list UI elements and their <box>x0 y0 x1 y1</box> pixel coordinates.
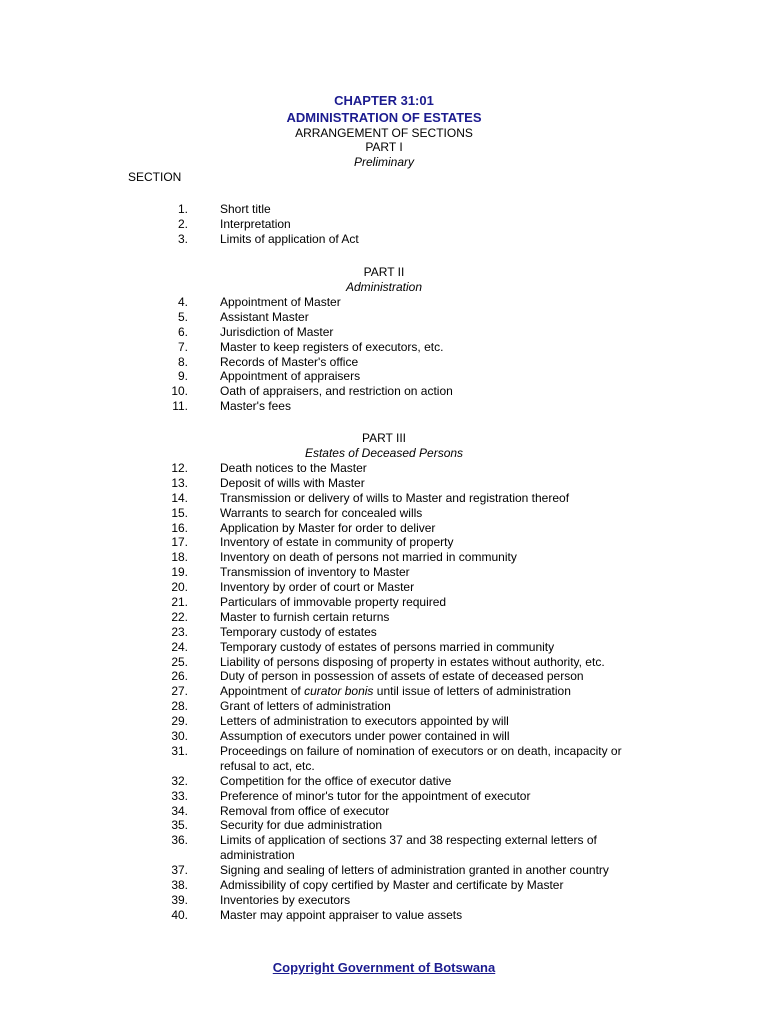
part-3-subtitle: Estates of Deceased Persons <box>304 446 464 460</box>
chapter-title: ADMINISTRATION OF ESTATES <box>286 110 482 125</box>
list-item: 18. Inventory on death of persons not married in community <box>171 550 517 565</box>
list-item: 23. Temporary custody of estates <box>171 624 377 639</box>
list-item: 8. Records of Master's office <box>177 354 359 369</box>
list-item: 20. Inventory by order of court or Master <box>171 580 415 595</box>
list-item: 25. Liability of persons disposing of property in estates without authority, etc. <box>171 654 605 669</box>
list-item: 14. Transmission or delivery of wills to Master and registration thereof <box>171 490 570 505</box>
list-item: 6. Jurisdiction of Master <box>177 324 334 339</box>
list-item: 5. Assistant Master <box>177 309 309 324</box>
part-2-list <box>0 295 768 414</box>
list-item: 12. Death notices to the Master <box>171 461 367 475</box>
list-item: 35. Security for due administration <box>171 818 383 833</box>
list-item: 24. Temporary custody of estates of persons married in community <box>171 639 555 654</box>
list-item: 27. Appointment of curator bonis until issue of letters of administration <box>171 684 571 699</box>
list-item: 34. Removal from office of executor <box>171 803 390 818</box>
list-item: 16. Application by Master for order to deliver <box>171 520 436 535</box>
chapter-number: CHAPTER 31:01 <box>334 93 434 108</box>
list-item: 17. Inventory of estate in community of property <box>171 535 454 550</box>
list-item: 19. Transmission of inventory to Master <box>171 565 410 580</box>
part-3-title: PART III <box>361 431 406 445</box>
list-item: 29. Letters of administration to executors appointed by will <box>171 714 509 729</box>
part-2-subtitle: Administration <box>345 280 423 294</box>
list-item: 32. Competition for the office of executor dative <box>171 773 452 788</box>
list-item: 15. Warrants to search for concealed wills <box>171 505 423 520</box>
list-item: 13. Deposit of wills with Master <box>171 475 365 490</box>
list-item: 37. Signing and sealing of letters of administration granted in another country <box>171 863 609 878</box>
part-1-list <box>0 202 768 247</box>
list-item: 2. Interpretation <box>177 216 291 231</box>
list-item: 38. Admissibility of copy certified by Master and certificate by Master <box>171 877 564 892</box>
list-item: 21. Particulars of immovable property required <box>171 595 447 610</box>
list-item: 10. Oath of appraisers, and restriction on action <box>171 384 453 399</box>
list-item: 39. Inventories by executors <box>171 892 351 907</box>
list-item: 7. Master to keep registers of executors, etc. <box>177 339 444 354</box>
part-1-title: PART I <box>365 140 403 154</box>
section-label: SECTION <box>128 170 182 184</box>
list-item: 22. Master to furnish certain returns <box>171 609 390 624</box>
copyright-link[interactable]: Copyright Government of Botswana <box>272 960 496 975</box>
arrangement-heading: ARRANGEMENT OF SECTIONS <box>295 126 473 140</box>
part-2-title: PART II <box>363 265 405 279</box>
list-item: 31. Proceedings on failure of nomination of executors or on death, incapacity or refusal to act, etc. <box>171 743 622 773</box>
list-item: 3. Limits of application of Act <box>177 231 359 246</box>
list-item: 36. Limits of application of sections 37 and 38 respecting external letters of administration <box>171 833 597 863</box>
part-1-subtitle: Preliminary <box>353 155 414 169</box>
list-item: 1. Short title <box>177 202 271 216</box>
part-3-list <box>0 461 768 923</box>
list-item: 40. Master may appoint appraiser to value assets <box>171 907 463 922</box>
list-item: 26. Duty of person in possession of assets of estate of deceased person <box>171 669 584 684</box>
list-item: 33. Preference of minor's tutor for the appointment of executor <box>171 788 531 803</box>
list-item: 9. Appointment of appraisers <box>177 369 361 384</box>
list-item: 4. Appointment of Master <box>177 295 341 309</box>
list-item: 11. Master's fees <box>172 399 291 414</box>
list-item: 28. Grant of letters of administration <box>171 699 391 714</box>
list-item: 30. Assumption of executors under power contained in will <box>171 729 510 744</box>
